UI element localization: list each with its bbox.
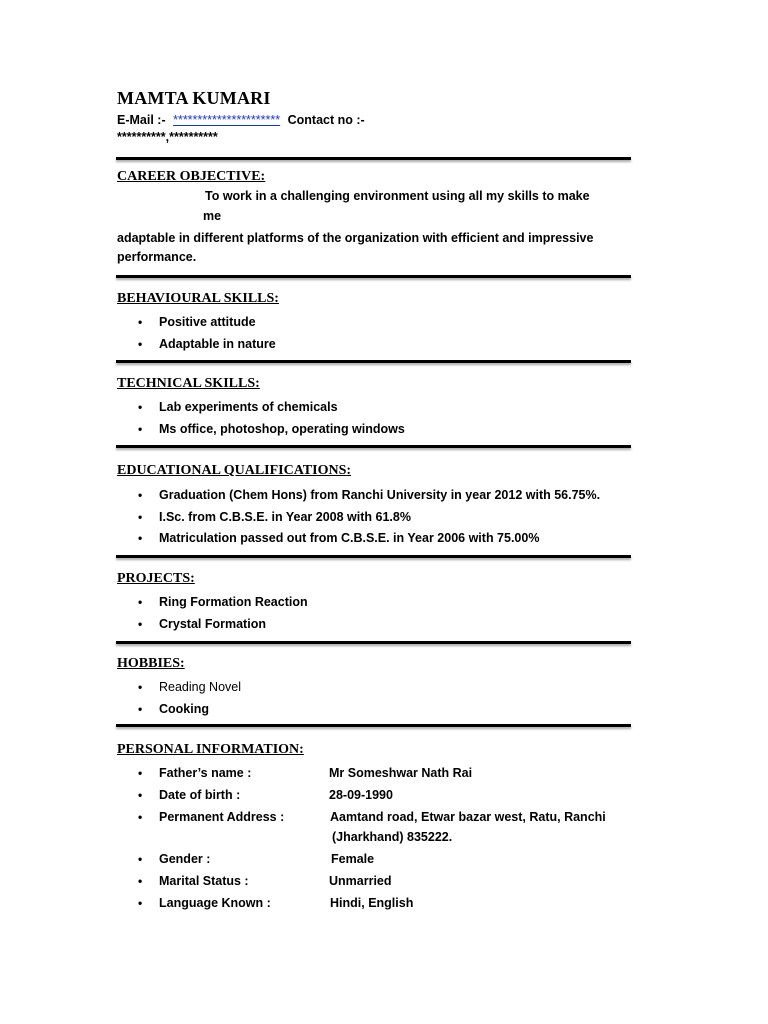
info-row [0,788,768,806]
hobbies-heading: HOBBIES: [117,656,185,671]
info-value: 28-09-1990 [329,788,393,802]
info-value: Aamtand road, Etwar bazar west, Ratu, Ranchi [330,810,606,824]
bullet-icon: • [138,766,143,780]
info-value-line-2: (Jharkhand) 835222. [332,830,453,844]
bullet-icon: • [138,595,143,609]
bullet-icon: • [138,788,143,802]
info-label: Date of birth : [159,788,241,802]
technical-skills-heading: TECHNICAL SKILLS: [117,376,260,391]
candidate-name: MAMTA KUMARI [117,88,271,108]
list-item [0,422,768,440]
bullet-icon: • [138,531,143,545]
info-row [0,852,768,870]
bullet-icon: • [138,617,143,631]
contact-line [117,113,365,127]
bullet-icon: • [138,680,143,694]
info-row [0,766,768,784]
list-item [0,595,768,613]
list-item [0,531,768,549]
info-label: Father’s name : [159,766,252,780]
objective-line-2: me [203,209,222,223]
career-objective-heading: CAREER OBJECTIVE: [117,169,266,184]
bullet-icon: • [138,810,143,824]
qualification-text: Graduation (Chem Hons) from Ranchi University in year 2012 with 56.75%. [159,488,601,502]
education-heading-text: EDUCATIONAL QUALIFICATIONS [117,463,347,478]
objective-line-4: performance. [117,250,197,264]
hobby-text: Cooking [159,702,209,716]
info-row [0,874,768,892]
info-label: Marital Status : [159,874,249,888]
info-label: Gender : [159,852,211,866]
list-item [0,510,768,528]
info-row [0,810,768,828]
objective-line-3: adaptable in different platforms of the organization with efficient and impressive [117,231,594,245]
list-item [0,680,768,698]
info-value: Female [331,852,375,866]
info-row [0,896,768,914]
info-label: Language Known : [159,896,271,910]
info-value: Unmarried [329,874,392,888]
info-value: Mr Someshwar Nath Rai [329,766,473,780]
section-divider [116,360,631,363]
list-item [0,617,768,635]
info-value: Hindi, English [330,896,414,910]
contact-number: **********,********** [117,130,218,144]
project-text: Crystal Formation [159,617,266,631]
section-divider [116,555,631,558]
bullet-icon: • [138,422,143,436]
personal-info-heading: PERSONAL INFORMATION: [117,742,304,757]
list-item [0,702,768,720]
bullet-icon: • [138,874,143,888]
bullet-icon: • [138,896,143,910]
heading-colon: : [346,463,352,478]
skill-text: Ms office, photoshop, operating windows [159,422,405,436]
qualification-text: I.Sc. from C.B.S.E. in Year 2008 with 61.8% [159,510,411,524]
skill-text: Adaptable in nature [159,337,276,351]
section-divider [116,275,631,278]
behavioural-skills-heading: BEHAVIOURAL SKILLS: [117,291,279,306]
skill-text: Lab experiments of chemicals [159,400,338,414]
project-text: Ring Formation Reaction [159,595,308,609]
section-divider [116,445,631,448]
section-divider [116,724,631,727]
bullet-icon: • [138,510,143,524]
projects-heading: PROJECTS: [117,571,195,586]
section-divider [116,641,631,644]
info-label: Permanent Address : [159,810,285,824]
bullet-icon: • [138,488,143,502]
hobby-text: Reading Novel [159,680,241,694]
skill-text: Positive attitude [159,315,256,329]
qualification-text: Matriculation passed out from C.B.S.E. in Year 2006 with 75.00% [159,531,540,545]
education-heading [117,463,351,479]
list-item [0,337,768,355]
contact-label: Contact no :- [287,113,365,127]
objective-line-1: To work in a challenging environment using all my skills to make [205,189,590,203]
bullet-icon: • [138,337,143,351]
bullet-icon: • [138,315,143,329]
list-item [0,488,768,506]
bullet-icon: • [138,702,143,716]
list-item [0,315,768,333]
section-divider [116,157,631,160]
email-link[interactable]: ********************** [173,113,281,127]
list-item [0,400,768,418]
bullet-icon: • [138,400,143,414]
email-label: E-Mail :- [117,113,166,127]
info-row-continuation [0,830,768,848]
bullet-icon: • [138,852,143,866]
